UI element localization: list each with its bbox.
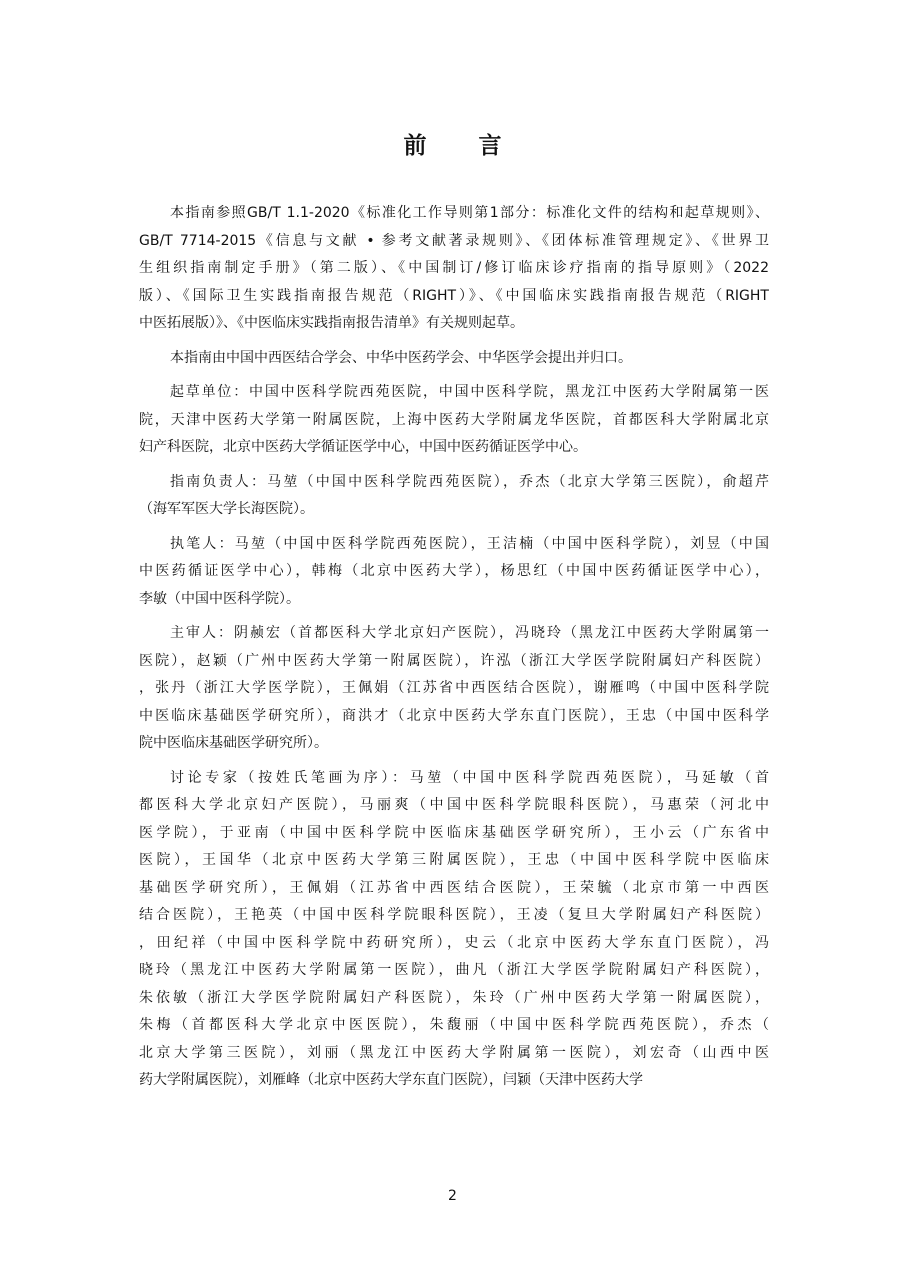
text-line: 基础医学研究所），王佩娟（江苏省中西医结合医院），王荣毓（北京市第一中西医 (139, 879, 769, 896)
text-line: 指南负责人：马堃（中国中医科学院西苑医院），乔杰（北京大学第三医院），俞超芹 (170, 473, 769, 490)
paragraph (139, 765, 769, 1095)
text-line: 医学院），于亚南（中国中医科学院中医临床基础医学研究所），王小云（广东省中 (139, 824, 769, 841)
text-line: 主审人：阴赪宏（首都医科大学北京妇产医院），冯晓玲（黑龙江中医药大学附属第一 (170, 625, 769, 641)
text-line: 妇产科医院，北京中医药大学循证医学中心，中国中医药循证医学中心。 (139, 439, 587, 455)
paragraph (139, 469, 769, 524)
text-line: 起草单位：中国中医科学院西苑医院，中国中医科学院，黑龙江中医药大学附属第一医 (170, 384, 769, 400)
text-line: 讨论专家（按姓氏笔画为序）：马堃（中国中医科学院西苑医院），马延敏（首 (170, 769, 769, 786)
text-line: 中医临床基础医学研究所），商洪才（北京中医药大学东直门医院），王忠（中国中医科学 (139, 707, 769, 724)
paragraph (139, 531, 769, 614)
text-line: 李敏（中国中医科学院）。 (139, 590, 300, 607)
text-line: ，张丹（浙江大学医学院），王佩娟（江苏省中西医结合医院），谢雁鸣（中国中医科学院 (139, 680, 769, 696)
text-line: 朱梅（首都医科大学北京中医医院），朱馥丽（中国中医科学院西苑医院），乔杰（ (139, 1017, 769, 1033)
text-line: 都医科大学北京妇产医院），马丽爽（中国中医科学院眼科医院），马惠荣（河北中 (139, 797, 769, 813)
text-line: 本指南由中国中西医结合学会、中华中医药学会、中华医学会提出并归口。 (170, 349, 632, 366)
document-body (139, 200, 769, 1102)
text-line: 北京大学第三医院），刘丽（黑龙江中医药大学附属第一医院），刘宏奇（山西中医 (139, 1044, 769, 1061)
text-line: 晓玲（黑龙江中医药大学附属第一医院），曲凡（浙江大学医学院附属妇产科医院）， (139, 962, 769, 978)
text-line: GB/T 7714-2015《信息与文献 • 参考文献著录规则》、《团体标准管理规定》、《世界卫 (139, 232, 769, 249)
text-line: 中医拓展版）》、《中医临床实践指南报告清单》有关规则起草。 (139, 315, 524, 331)
text-line: 朱依敏（浙江大学医学院附属妇产科医院），朱玲（广州中医药大学第一附属医院）， (139, 989, 769, 1006)
text-line: （海军军医大学长海医院）。 (139, 501, 314, 517)
page-title: 前 言 (403, 133, 524, 159)
text-line: 结合医院），王艳英（中国中医科学院眼科医院），王凌（复旦大学附属妇产科医院） (139, 907, 769, 923)
text-line: 生组织指南制定手册》（第二版）、《中国制订/修订临床诊疗指南的指导原则》（2022 (139, 260, 769, 276)
paragraph (139, 379, 769, 462)
text-line: 药大学附属医院），刘雁峰（北京中医药大学东直门医院），闫颖（天津中医药大学 (139, 1072, 643, 1088)
text-line: 医院），王国华（北京中医药大学第三附属医院），王忠（中国中医科学院中医临床 (139, 852, 769, 868)
text-line: 院，天津中医药大学第一附属医院，上海中医药大学附属龙华医院，首都医科大学附属北京 (139, 411, 769, 428)
text-line: 执笔人：马堃（中国中医科学院西苑医院），王洁楠（中国中医科学院），刘昱（中国 (170, 535, 769, 552)
paragraph (139, 345, 769, 373)
text-line: 中医药循证医学中心），韩梅（北京中医药大学），杨思红（中国中医药循证医学中心）， (139, 563, 769, 579)
paragraph (139, 200, 769, 338)
paragraph (139, 620, 769, 758)
text-line: 版）、《国际卫生实践指南报告规范（RIGHT）》、《中国临床实践指南报告规范（RIGHT (139, 287, 769, 304)
text-line: 院中医临床基础医学研究所）。 (139, 735, 328, 751)
text-line: 本指南参照GB/T 1.1-2020《标准化工作导则第1部分：标准化文件的结构和起草规则》、 (170, 205, 769, 221)
text-line: 医院），赵颖（广州中医药大学第一附属医院），许泓（浙江大学医学院附属妇产科医院） (139, 652, 769, 669)
text-line: ，田纪祥（中国中医科学院中药研究所），史云（北京中医药大学东直门医院），冯 (139, 934, 769, 951)
page-number: 2 (448, 1188, 457, 1204)
